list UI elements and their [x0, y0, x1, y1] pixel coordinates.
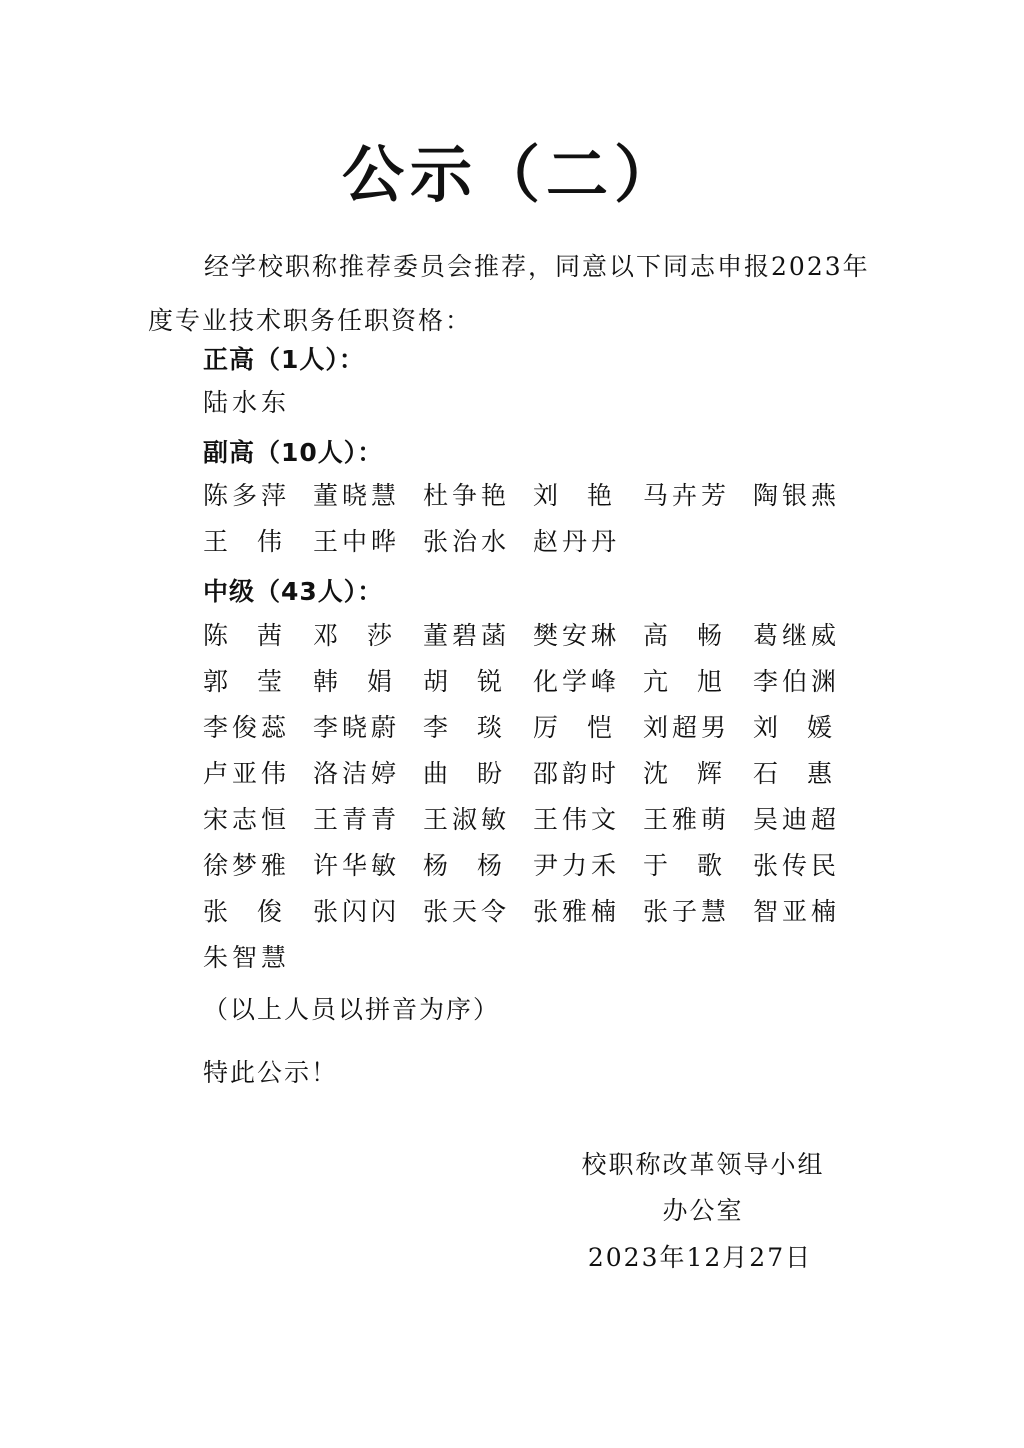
- person-name: 刘媛: [753, 713, 862, 742]
- name-row: [203, 705, 883, 751]
- person-name: 张雅楠: [533, 897, 621, 926]
- name-row: [203, 935, 883, 981]
- person-name: 亢旭: [643, 667, 752, 696]
- person-name: 张子慧: [643, 897, 731, 926]
- person-name: 宋志恒: [203, 805, 291, 834]
- person-name: 邵韵时: [533, 759, 621, 788]
- person-name: 陈多萍: [203, 481, 291, 510]
- person-name: 曲盼: [423, 759, 532, 788]
- person-name: 张治水: [423, 527, 511, 556]
- person-name: 李琰: [423, 713, 532, 742]
- name-row: [203, 889, 883, 935]
- person-name: 陆水东: [203, 388, 291, 417]
- person-name: 化学峰: [533, 667, 621, 696]
- person-name: 石惠: [753, 759, 862, 788]
- person-name: 赵丹丹: [533, 527, 621, 556]
- person-name: 葛继威: [753, 621, 841, 650]
- person-name: 李俊蕊: [203, 713, 291, 742]
- person-name: 杜争艳: [423, 481, 511, 510]
- signature-office: 办公室: [662, 1196, 744, 1225]
- person-name: 陈茜: [203, 621, 312, 650]
- name-row: [203, 613, 883, 659]
- intro-paragraph: 经学校职称推荐委员会推荐，同意以下同志申报2023年度专业技术职务任职资格：: [148, 252, 870, 335]
- closing-text: 特此公示！: [203, 1058, 339, 1087]
- page-title: 公示（二）: [341, 138, 682, 211]
- person-name: 尹力禾: [533, 851, 621, 880]
- person-name: 智亚楠: [753, 897, 841, 926]
- person-name: 刘超男: [643, 713, 731, 742]
- person-name: 卢亚伟: [203, 759, 291, 788]
- section-heading-associate: 副高（10人）：: [203, 438, 384, 467]
- person-name: 朱智慧: [203, 943, 291, 972]
- person-name: 许华敏: [313, 851, 401, 880]
- person-name: 徐梦雅: [203, 851, 291, 880]
- person-name: 王雅萌: [643, 805, 731, 834]
- person-name: 吴迪超: [753, 805, 841, 834]
- section-heading-senior: 正高（1人）：: [203, 345, 365, 374]
- person-name: 张俊: [203, 897, 312, 926]
- name-row: [203, 843, 883, 889]
- person-name: 胡锐: [423, 667, 532, 696]
- person-name: 王青青: [313, 805, 401, 834]
- person-name: 于歌: [643, 851, 752, 880]
- person-name: 沈辉: [643, 759, 752, 788]
- person-name: 郭莹: [203, 667, 312, 696]
- person-name: 张传民: [753, 851, 841, 880]
- person-name: 王伟: [203, 527, 312, 556]
- person-name: 杨杨: [423, 851, 532, 880]
- name-row: [203, 473, 883, 519]
- person-name: 王淑敏: [423, 805, 511, 834]
- person-name: 王中晔: [313, 527, 401, 556]
- person-name: 厉恺: [533, 713, 642, 742]
- person-name: 李伯渊: [753, 667, 841, 696]
- person-name: 刘艳: [533, 481, 642, 510]
- names-senior: [203, 380, 883, 426]
- names-intermediate: [203, 613, 883, 981]
- order-note: （以上人员以拼音为序）: [203, 995, 501, 1024]
- person-name: 樊安琳: [533, 621, 621, 650]
- person-name: 洛洁婷: [313, 759, 401, 788]
- person-name: 邓莎: [313, 621, 422, 650]
- person-name: 马卉芳: [643, 481, 731, 510]
- name-row: [203, 380, 883, 426]
- name-row: [203, 659, 883, 705]
- signature-org: 校职称改革领导小组: [581, 1150, 825, 1179]
- signature-date: 2023年12月27日: [587, 1243, 813, 1272]
- person-name: 高畅: [643, 621, 752, 650]
- names-associate: [203, 473, 883, 565]
- name-row: [203, 751, 883, 797]
- person-name: 韩娟: [313, 667, 422, 696]
- name-row: [203, 519, 883, 565]
- person-name: 张闪闪: [313, 897, 401, 926]
- person-name: 董晓慧: [313, 481, 401, 510]
- person-name: 李晓蔚: [313, 713, 401, 742]
- name-row: [203, 797, 883, 843]
- person-name: 王伟文: [533, 805, 621, 834]
- person-name: 董碧菡: [423, 621, 511, 650]
- person-name: 张天令: [423, 897, 511, 926]
- section-heading-intermediate: 中级（43人）：: [203, 577, 384, 606]
- person-name: 陶银燕: [753, 481, 841, 510]
